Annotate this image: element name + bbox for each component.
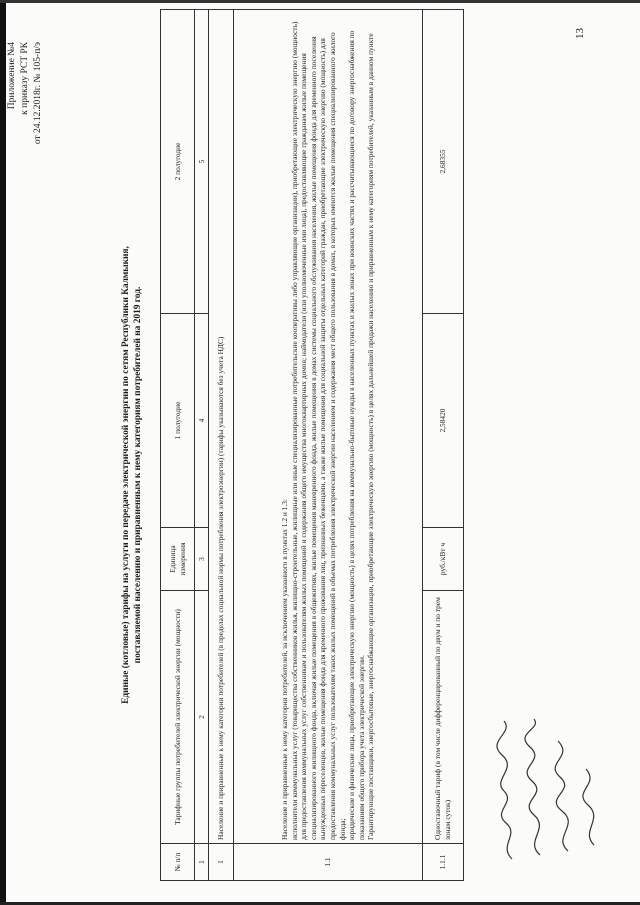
section-name: Население и приравненные к нему категории потребителей (в пределах социальной нормы потребления электроэнергии) (тарифы указываются без учета НДС) (209, 10, 234, 844)
index-cell: 3 (195, 528, 209, 591)
subsection-paragraph-4: Гарантирующие поставщики, энергосбытовые, энергоснабжающие организации, приобретающие электрическую энергию (мощность) в целях дальнейшей продажи населению и приравненным к нему категориям потребителей, указанным в данном пункте (366, 33, 376, 840)
subsection-row (234, 10, 423, 881)
rate-row (423, 10, 464, 881)
handwritten-signature (490, 715, 610, 865)
title-line-1: Единые (котловые) тарифы на услуги по передаче электрической энергии по сетям Республики Калмыкия, (121, 246, 131, 704)
rate-name: Одноставочный тариф (в том числе дифференцированный по двум и по трем зонам суток) (423, 591, 464, 844)
appendix-line-3: от 24.12.2018г. № 105-п/э (33, 42, 43, 145)
document-title (120, 165, 144, 785)
appendix-reference (6, 42, 45, 144)
appendix-line-2: к приказу РСТ РК (20, 42, 30, 115)
subsection-paragraph-3: юридические и физические лица, приобретающие электрическую энергию (мощность) в целях потребления на коммунально-бытовые нужды в населенных пунктах и жилых зонах при воинских частях и рассчитывающиеся по договору энергоснабжения по показаниям общего прибора учета электрической энергии. (347, 30, 366, 840)
col-header-half2: 2 полугодие (161, 10, 195, 314)
tariff-table (160, 9, 464, 881)
section-num: 1 (209, 844, 234, 881)
subsection-description (234, 10, 423, 844)
index-cell: 2 (195, 591, 209, 844)
index-row (195, 10, 209, 881)
index-cell: 4 (195, 314, 209, 528)
page-number: 13 (574, 28, 586, 39)
subsection-num: 1.1 (234, 844, 423, 881)
col-header-half1: 1 полугодие (161, 314, 195, 528)
title-line-2: поставляемой населению и приравненным к нему категориям потребителей на 2019 год. (133, 286, 143, 664)
subsection-paragraph-1: Население и приравненные к нему категории потребителей, за исключением указанного в пунктах 1.2 и 1.3: (280, 499, 290, 840)
col-header-unit: Единица измерения (161, 528, 195, 591)
index-cell: 5 (195, 10, 209, 314)
section-row (209, 10, 234, 881)
appendix-line-1: Приложение №4 (7, 42, 17, 110)
rate-half1-value: 2,58420 (423, 314, 464, 528)
col-header-num: № п/п (161, 844, 195, 881)
subsection-paragraph-2: исполнители коммунальных услуг (товарищества собственников жилья, жилищно-строительные, жилищные или иные специализированные потребительские кооперативы либо управляющие организации), приобретающие электрическую энергию (мощность) для предоставления коммунальных услуг собственникам и пользователям жилых помещений и содержания общего имущества многоквартирных домов; наймодатели (или уполномоченные ими лица), предоставляющие гражданам жилые помещения специализированного жилищного фонда, включая жилые помещения в общежитиях, жилые помещения маневренного фонда, жилые помещения в домах системы социального обслуживания населения, жилые помещения фонда для временного поселения вынужденных переселенцев, жилые помещения фонда для временного проживания лиц, признанных беженцами, а также жилые помещения для социальной защиты отдельных категорий граждан, приобретающие электрическую энергию (мощность) для предоставления коммунальных услуг пользователям таких жилых помещений в объемах потребления электрической энергии населением и содержания мест общего пользования в домах, в которых имеются жилые помещения специализированного жилого фонда; (289, 21, 347, 840)
rate-num: 1.1.1 (423, 844, 464, 881)
rate-half2-value: 2,68355 (423, 10, 464, 314)
header-row (161, 10, 195, 881)
index-cell: 1 (195, 844, 209, 881)
rate-unit: руб./кВт ч (423, 528, 464, 591)
col-header-name: Тарифные группы потребителей электрической энергии (мощности) (161, 591, 195, 844)
